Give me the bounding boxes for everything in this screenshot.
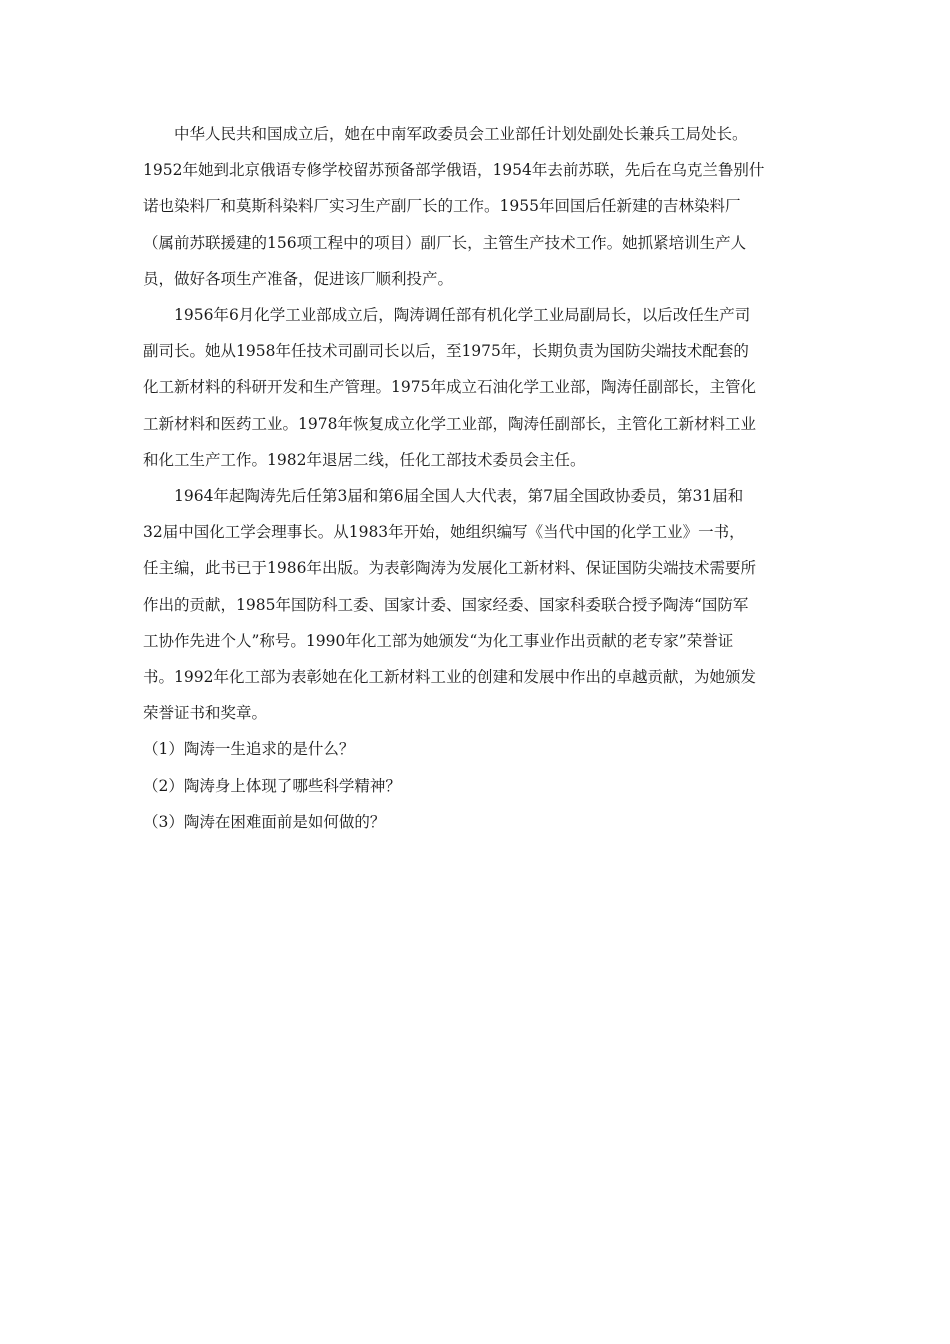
paragraph-3 [143,478,813,731]
question-item: （2）陶涛身上体现了哪些科学精神？ [143,776,401,795]
question-item: （3）陶涛在困难面前是如何做的？ [143,812,386,831]
paragraph-line: （属前苏联援建的156项工程中的项目）副厂长，主管生产技术工作。她抓紧培训生产人 [143,233,747,252]
paragraph-line: 任主编，此书已于1986年出版。为表彰陶涛为发展化工新材料、保证国防尖端技术需要所 [143,559,756,578]
paragraph-line: 32届中国化工学会理事长。从1983年开始，她组织编写《当代中国的化学工业》一书， [143,523,745,542]
paragraph-line: 和化工生产工作。1982年退居二线，任化工部技术委员会主任。 [143,450,586,469]
document-body [143,116,813,840]
paragraph-line: 作出的贡献，1985年国防科工委、国家计委、国家经委、国家科委联合授予陶涛“国防军 [143,595,749,614]
paragraph-line: 1952年她到北京俄语专修学校留苏预备部学俄语，1954年去前苏联，先后在乌克兰鲁别什 [143,161,765,180]
question-list [143,731,813,840]
paragraph-line: 中华人民共和国成立后，她在中南军政委员会工业部任计划处副处长兼兵工局处长。 [174,125,748,143]
paragraph-line: 荣誉证书和奖章。 [143,704,268,723]
paragraph-2 [143,297,813,478]
paragraph-line: 工协作先进个人”称号。1990年化工部为她颁发“为化工事业作出贡献的老专家”荣誉证 [143,631,734,650]
question-item: （1）陶涛一生追求的是什么？ [143,740,355,759]
paragraph-line: 副司长。她从1958年任技术司副司长以后，至1975年，长期负责为国防尖端技术配套的 [143,342,749,361]
paragraph-line: 书。1992年化工部为表彰她在化工新材料工业的创建和发展中作出的卓越贡献，为她颁发 [143,668,756,687]
paragraph-line: 工新材料和医药工业。1978年恢复成立化学工业部，陶涛任副部长，主管化工新材料工业 [143,414,756,433]
paragraph-line: 化工新材料的科研开发和生产管理。1975年成立石油化学工业部，陶涛任副部长，主管化 [143,378,756,397]
paragraph-line: 1956年6月化学工业部成立后，陶涛调任部有机化学工业局副局长，以后改任生产司 [174,306,751,325]
paragraph-line: 诺也染料厂和莫斯科染料厂实习生产副厂长的工作。1955年回国后任新建的吉林染料厂 [143,197,741,216]
paragraph-1 [143,116,813,297]
paragraph-line: 员，做好各项生产准备，促进该厂顺利投产。 [143,269,454,288]
paragraph-line: 1964年起陶涛先后任第3届和第6届全国人大代表，第7届全国政协委员，第31届和 [174,487,744,506]
